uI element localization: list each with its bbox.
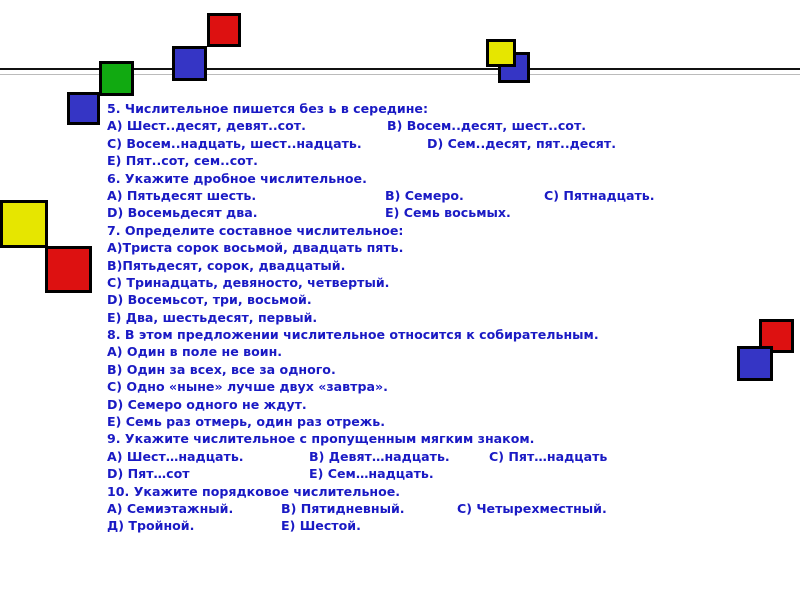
option-b: В) Пятидневный.	[281, 500, 405, 516]
option-row	[107, 291, 707, 308]
yellow-square	[0, 200, 48, 248]
question-title-text: 9. Укажите числительное с пропущенным мягким знаком.	[107, 431, 535, 447]
option-d: D) Восемьсот, три, восьмой.	[107, 292, 312, 308]
question-title	[107, 483, 707, 500]
blue-square	[67, 92, 100, 125]
question-title	[107, 100, 707, 117]
question-title	[107, 170, 707, 187]
question-title	[107, 430, 707, 447]
options-row	[107, 517, 707, 534]
option-e: Е) Семь восьмых.	[385, 205, 511, 221]
option-c: С) Пят…надцать	[489, 448, 608, 464]
question-title-text: 7. Определите составное числительное:	[107, 222, 404, 238]
blue-square	[737, 346, 773, 381]
question-title	[107, 326, 707, 343]
options-row	[107, 465, 707, 482]
option-b: В)Пятьдесят, сорок, двадцатый.	[107, 257, 346, 273]
options-row	[107, 204, 707, 221]
option-row	[107, 413, 707, 430]
question-title	[107, 222, 707, 239]
option-e: Е) Шестой.	[281, 518, 361, 534]
option-a: А) Шест..десят, девят..сот.	[107, 118, 306, 134]
option-d: D) Семеро одного не ждут.	[107, 396, 307, 412]
options-row	[107, 117, 707, 134]
option-d: D) Пят…сот	[107, 466, 190, 482]
option-c: С) Тринадцать, девяносто, четвертый.	[107, 274, 390, 290]
green-square	[99, 61, 134, 96]
option-a: А) Один в поле не воин.	[107, 344, 283, 360]
options-row	[107, 500, 707, 517]
option-a: А) Шест…надцать.	[107, 448, 244, 464]
option-b: В) Восем..десят, шест..сот.	[387, 118, 587, 134]
question-title-text: 8. В этом предложении числительное относится к собирательным.	[107, 327, 599, 343]
option-row	[107, 396, 707, 413]
yellow-square	[486, 39, 516, 67]
option-b: В) Семеро.	[385, 187, 464, 203]
option-row	[107, 274, 707, 291]
option-row	[107, 257, 707, 274]
question-title-text: 6. Укажите дробное числительное.	[107, 170, 367, 186]
option-e: Е) Пят..сот, сем..сот.	[107, 153, 258, 169]
options-row	[107, 152, 707, 169]
option-a: А) Семиэтажный.	[107, 500, 234, 516]
quiz-text	[107, 100, 707, 535]
option-b: В) Девят…надцать.	[309, 448, 450, 464]
red-square	[45, 246, 92, 293]
option-a: А) Пятьдесят шесть.	[107, 187, 257, 203]
option-c: С) Одно «ныне» лучше двух «завтра».	[107, 379, 388, 395]
option-e: Е) Сем…надцать.	[309, 466, 434, 482]
question-title-text: 10. Укажите порядковое числительное.	[107, 483, 401, 499]
option-d: D) Сем..десят, пят..десят.	[427, 135, 616, 151]
option-row	[107, 361, 707, 378]
red-square	[207, 13, 241, 47]
option-row	[107, 378, 707, 395]
option-c: С) Четырехместный.	[457, 500, 607, 516]
option-b: В) Один за всех, все за одного.	[107, 361, 336, 377]
option-row	[107, 343, 707, 360]
option-d: Д) Тройной.	[107, 518, 195, 534]
option-d: D) Восемьдесят два.	[107, 205, 258, 221]
option-a: А)Триста сорок восьмой, двадцать пять.	[107, 240, 404, 256]
options-row	[107, 135, 707, 152]
options-row	[107, 187, 707, 204]
option-c: С) Восем..надцать, шест..надцать.	[107, 135, 362, 151]
option-row	[107, 309, 707, 326]
option-e: Е) Два, шестьдесят, первый.	[107, 309, 318, 325]
blue-square	[172, 46, 207, 81]
option-e: Е) Семь раз отмерь, один раз отрежь.	[107, 414, 386, 430]
option-c: С) Пятнадцать.	[544, 187, 655, 203]
options-row	[107, 448, 707, 465]
question-title-text: 5. Числительное пишется без ь в середине:	[107, 101, 429, 116]
option-row	[107, 239, 707, 256]
